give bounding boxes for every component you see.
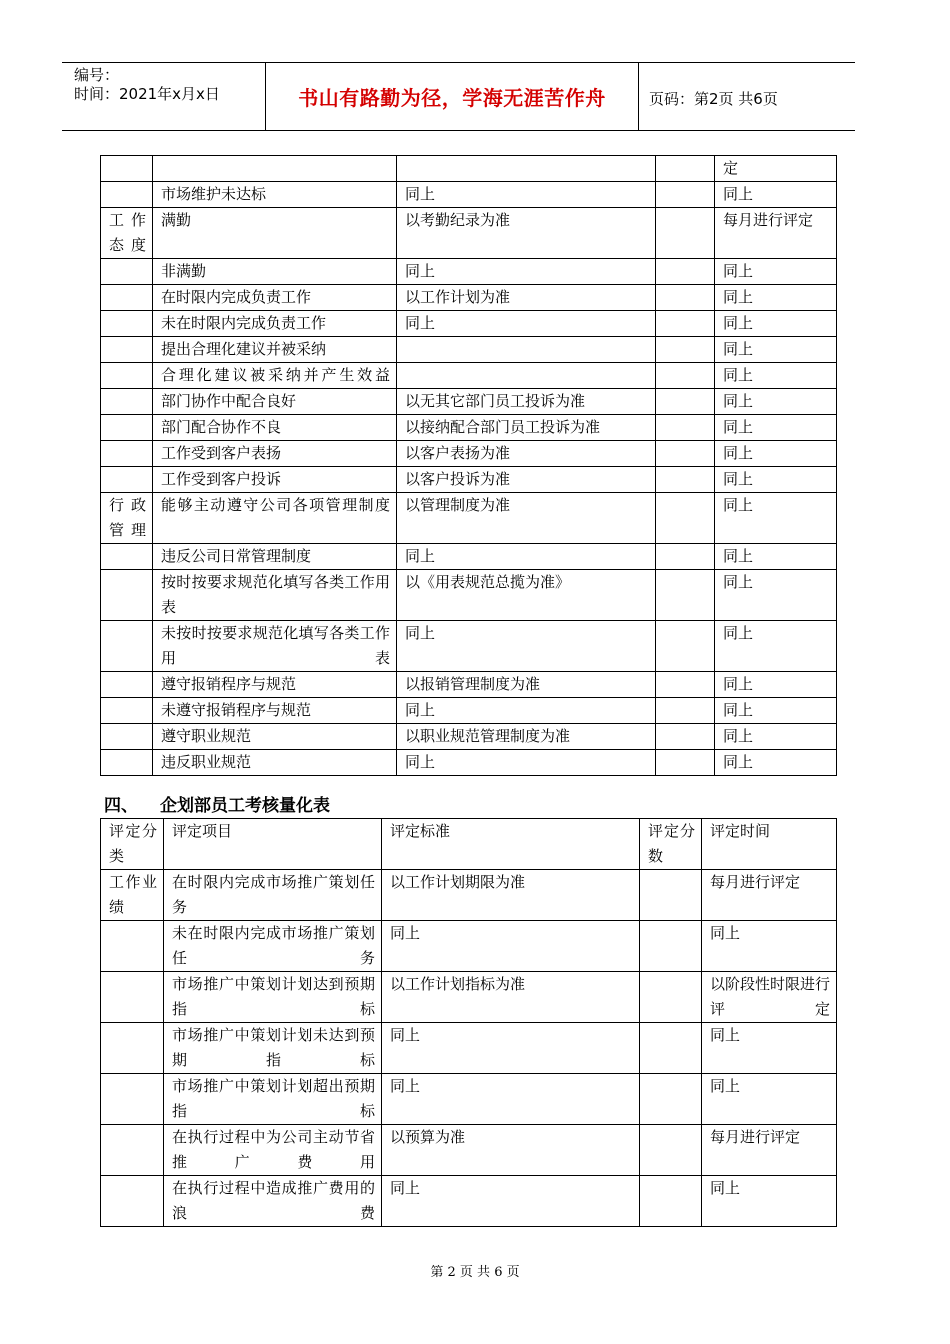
table-cell: 以管理制度为准 — [397, 493, 656, 544]
table-cell — [101, 672, 153, 698]
table-cell: 同上 — [715, 285, 837, 311]
column-header: 评定分数 — [640, 819, 702, 870]
table-row — [101, 672, 837, 698]
table-row — [101, 467, 837, 493]
table-row — [101, 724, 837, 750]
table-cell — [101, 415, 153, 441]
table-header-row — [101, 819, 837, 870]
table-cell: 以工作计划期限为准 — [382, 870, 640, 921]
table-cell — [656, 698, 715, 724]
table-cell — [656, 389, 715, 415]
table-cell — [656, 156, 715, 182]
time-label: 时间：2021年x月x日 — [74, 85, 220, 103]
table-cell: 以接纳配合部门员工投诉为准 — [397, 415, 656, 441]
table-cell — [397, 156, 656, 182]
table-cell: 同上 — [715, 750, 837, 776]
table-cell — [101, 311, 153, 337]
table-cell: 同上 — [397, 259, 656, 285]
table-cell: 违反职业规范 — [153, 750, 397, 776]
table-cell — [101, 337, 153, 363]
table-row — [101, 1023, 837, 1074]
table-cell: 违反公司日常管理制度 — [153, 544, 397, 570]
column-header: 评定分类 — [101, 819, 164, 870]
table-cell — [640, 1176, 702, 1227]
table-cell — [640, 1125, 702, 1176]
table-cell: 以客户投诉为准 — [397, 467, 656, 493]
table-cell: 同上 — [702, 1023, 837, 1074]
table-cell: 市场推广中策划计划未达到预期指标 — [164, 1023, 382, 1074]
table-cell: 同上 — [715, 337, 837, 363]
table-row — [101, 156, 837, 182]
table-cell: 同上 — [715, 259, 837, 285]
table-cell — [656, 415, 715, 441]
table-cell — [656, 621, 715, 672]
table-row — [101, 182, 837, 208]
table-cell: 同上 — [397, 544, 656, 570]
table-cell — [101, 621, 153, 672]
table-cell: 部门配合协作不良 — [153, 415, 397, 441]
table-cell: 遵守报销程序与规范 — [153, 672, 397, 698]
table-cell: 每月进行评定 — [715, 208, 837, 259]
table-cell — [397, 363, 656, 389]
table-row — [101, 311, 837, 337]
table-cell: 每月进行评定 — [702, 870, 837, 921]
column-header: 评定标准 — [382, 819, 640, 870]
table-cell: 在时限内完成市场推广策划任务 — [164, 870, 382, 921]
page-footer: 第 2 页 共 6 页 — [430, 1265, 520, 1280]
table-cell — [101, 972, 164, 1023]
table-cell: 同上 — [382, 921, 640, 972]
number-label: 编号： — [74, 66, 120, 84]
table-cell — [656, 363, 715, 389]
table-cell: 每月进行评定 — [702, 1125, 837, 1176]
header-middle-cell — [266, 63, 639, 130]
table-cell — [101, 698, 153, 724]
table-cell — [656, 544, 715, 570]
table-cell: 以客户表扬为准 — [397, 441, 656, 467]
table-cell: 同上 — [382, 1176, 640, 1227]
table-row — [101, 621, 837, 672]
table-cell: 未在时限内完成市场推广策划任务 — [164, 921, 382, 972]
table-cell: 同上 — [715, 311, 837, 337]
table-cell — [153, 156, 397, 182]
table-cell — [656, 311, 715, 337]
table-cell: 未在时限内完成负责工作 — [153, 311, 397, 337]
section-title — [104, 794, 330, 818]
table-cell — [101, 467, 153, 493]
table-cell: 同上 — [715, 363, 837, 389]
table-cell — [101, 1023, 164, 1074]
table-cell: 同上 — [715, 698, 837, 724]
table-cell — [656, 724, 715, 750]
table-cell: 同上 — [715, 467, 837, 493]
table-cell: 同上 — [715, 389, 837, 415]
table-cell — [656, 672, 715, 698]
table-cell: 同上 — [397, 311, 656, 337]
table-row — [101, 870, 837, 921]
table-cell: 同上 — [715, 182, 837, 208]
table-cell: 同上 — [397, 750, 656, 776]
table-cell: 提出合理化建议并被采纳 — [153, 337, 397, 363]
table-cell — [101, 570, 153, 621]
column-header: 评定项目 — [164, 819, 382, 870]
table-cell — [101, 1176, 164, 1227]
table-cell: 部门协作中配合良好 — [153, 389, 397, 415]
table-cell: 在时限内完成负责工作 — [153, 285, 397, 311]
table-cell: 以阶段性时限进行评定 — [702, 972, 837, 1023]
table-cell: 同上 — [397, 698, 656, 724]
table-cell: 同上 — [715, 441, 837, 467]
table-cell — [640, 870, 702, 921]
table-row — [101, 570, 837, 621]
table-cell: 同上 — [715, 621, 837, 672]
page-header — [62, 62, 855, 131]
table-cell — [101, 1074, 164, 1125]
table-cell: 同上 — [397, 182, 656, 208]
table-cell: 以无其它部门员工投诉为准 — [397, 389, 656, 415]
table-cell: 未遵守报销程序与规范 — [153, 698, 397, 724]
table-cell: 市场推广中策划计划超出预期指标 — [164, 1074, 382, 1125]
assessment-table-continued — [100, 155, 837, 776]
table-cell: 同上 — [702, 921, 837, 972]
table-cell — [656, 467, 715, 493]
table-row — [101, 750, 837, 776]
table-row — [101, 493, 837, 544]
section-number: 四、 — [104, 796, 138, 816]
table-row — [101, 208, 837, 259]
table-row — [101, 698, 837, 724]
table-cell: 定 — [715, 156, 837, 182]
table-row — [101, 1176, 837, 1227]
table-row — [101, 921, 837, 972]
header-page-info: 页码：第2页 共6页 — [649, 90, 778, 108]
table-cell: 同上 — [715, 724, 837, 750]
table-cell: 同上 — [702, 1176, 837, 1227]
table-cell: 市场推广中策划计划达到预期指标 — [164, 972, 382, 1023]
table-cell: 遵守职业规范 — [153, 724, 397, 750]
table-cell — [656, 259, 715, 285]
table-cell: 以工作计划指标为准 — [382, 972, 640, 1023]
table-cell: 同上 — [715, 672, 837, 698]
table-cell: 合理化建议被采纳并产生效益 — [153, 363, 397, 389]
table-cell: 工作业绩 — [101, 870, 164, 921]
table-cell: 同上 — [397, 621, 656, 672]
table-cell — [640, 1023, 702, 1074]
header-right-cell — [639, 63, 855, 130]
table-row — [101, 285, 837, 311]
table-cell: 未按时按要求规范化填写各类工作用表 — [153, 621, 397, 672]
table-row — [101, 441, 837, 467]
table-cell: 同上 — [715, 544, 837, 570]
table-cell — [656, 182, 715, 208]
table-cell — [101, 441, 153, 467]
assessment-table-body — [101, 156, 837, 776]
table-row — [101, 544, 837, 570]
table-cell: 按时按要求规范化填写各类工作用表 — [153, 570, 397, 621]
table-cell — [397, 337, 656, 363]
column-header: 评定时间 — [702, 819, 837, 870]
header-motto: 书山有路勤为径，学海无涯苦作舟 — [298, 86, 606, 110]
table-cell — [656, 208, 715, 259]
table-cell: 行政管理 — [101, 493, 153, 544]
planning-table-body — [101, 819, 837, 1227]
table-cell — [656, 337, 715, 363]
table-cell — [101, 285, 153, 311]
table-cell — [640, 1074, 702, 1125]
table-cell — [656, 750, 715, 776]
table-cell: 以考勤纪录为准 — [397, 208, 656, 259]
header-left-cell — [62, 63, 266, 130]
table-cell: 同上 — [382, 1074, 640, 1125]
table-row — [101, 1125, 837, 1176]
table-row — [101, 415, 837, 441]
table-cell: 同上 — [702, 1074, 837, 1125]
table-row — [101, 363, 837, 389]
table-cell: 以预算为准 — [382, 1125, 640, 1176]
table-cell: 同上 — [382, 1023, 640, 1074]
table-row — [101, 259, 837, 285]
table-cell — [640, 972, 702, 1023]
table-cell: 工作受到客户表扬 — [153, 441, 397, 467]
table-cell: 同上 — [715, 415, 837, 441]
table-cell: 市场维护未达标 — [153, 182, 397, 208]
table-cell — [656, 285, 715, 311]
table-row — [101, 1074, 837, 1125]
table-cell: 满勤 — [153, 208, 397, 259]
table-cell: 在执行过程中造成推广费用的浪费 — [164, 1176, 382, 1227]
table-cell — [101, 389, 153, 415]
table-row — [101, 389, 837, 415]
table-cell: 能够主动遵守公司各项管理制度 — [153, 493, 397, 544]
table-cell — [656, 493, 715, 544]
table-cell: 以报销管理制度为准 — [397, 672, 656, 698]
table-cell — [101, 724, 153, 750]
table-cell — [101, 363, 153, 389]
table-cell — [101, 259, 153, 285]
table-cell: 以《用表规范总揽为准》 — [397, 570, 656, 621]
table-cell: 工作受到客户投诉 — [153, 467, 397, 493]
table-cell — [656, 441, 715, 467]
table-row — [101, 337, 837, 363]
table-cell — [101, 156, 153, 182]
table-cell — [101, 750, 153, 776]
planning-dept-assessment-table — [100, 818, 837, 1227]
table-cell: 非满勤 — [153, 259, 397, 285]
table-cell: 以工作计划为准 — [397, 285, 656, 311]
table-cell — [101, 921, 164, 972]
table-cell — [101, 182, 153, 208]
table-cell — [101, 544, 153, 570]
table-cell: 同上 — [715, 570, 837, 621]
table-cell: 在执行过程中为公司主动节省推广费用 — [164, 1125, 382, 1176]
table-cell: 工作态度 — [101, 208, 153, 259]
table-cell — [101, 1125, 164, 1176]
section-heading: 企划部员工考核量化表 — [160, 796, 330, 816]
table-cell: 同上 — [715, 493, 837, 544]
table-cell — [656, 570, 715, 621]
table-row — [101, 972, 837, 1023]
table-cell: 以职业规范管理制度为准 — [397, 724, 656, 750]
table-cell — [640, 921, 702, 972]
